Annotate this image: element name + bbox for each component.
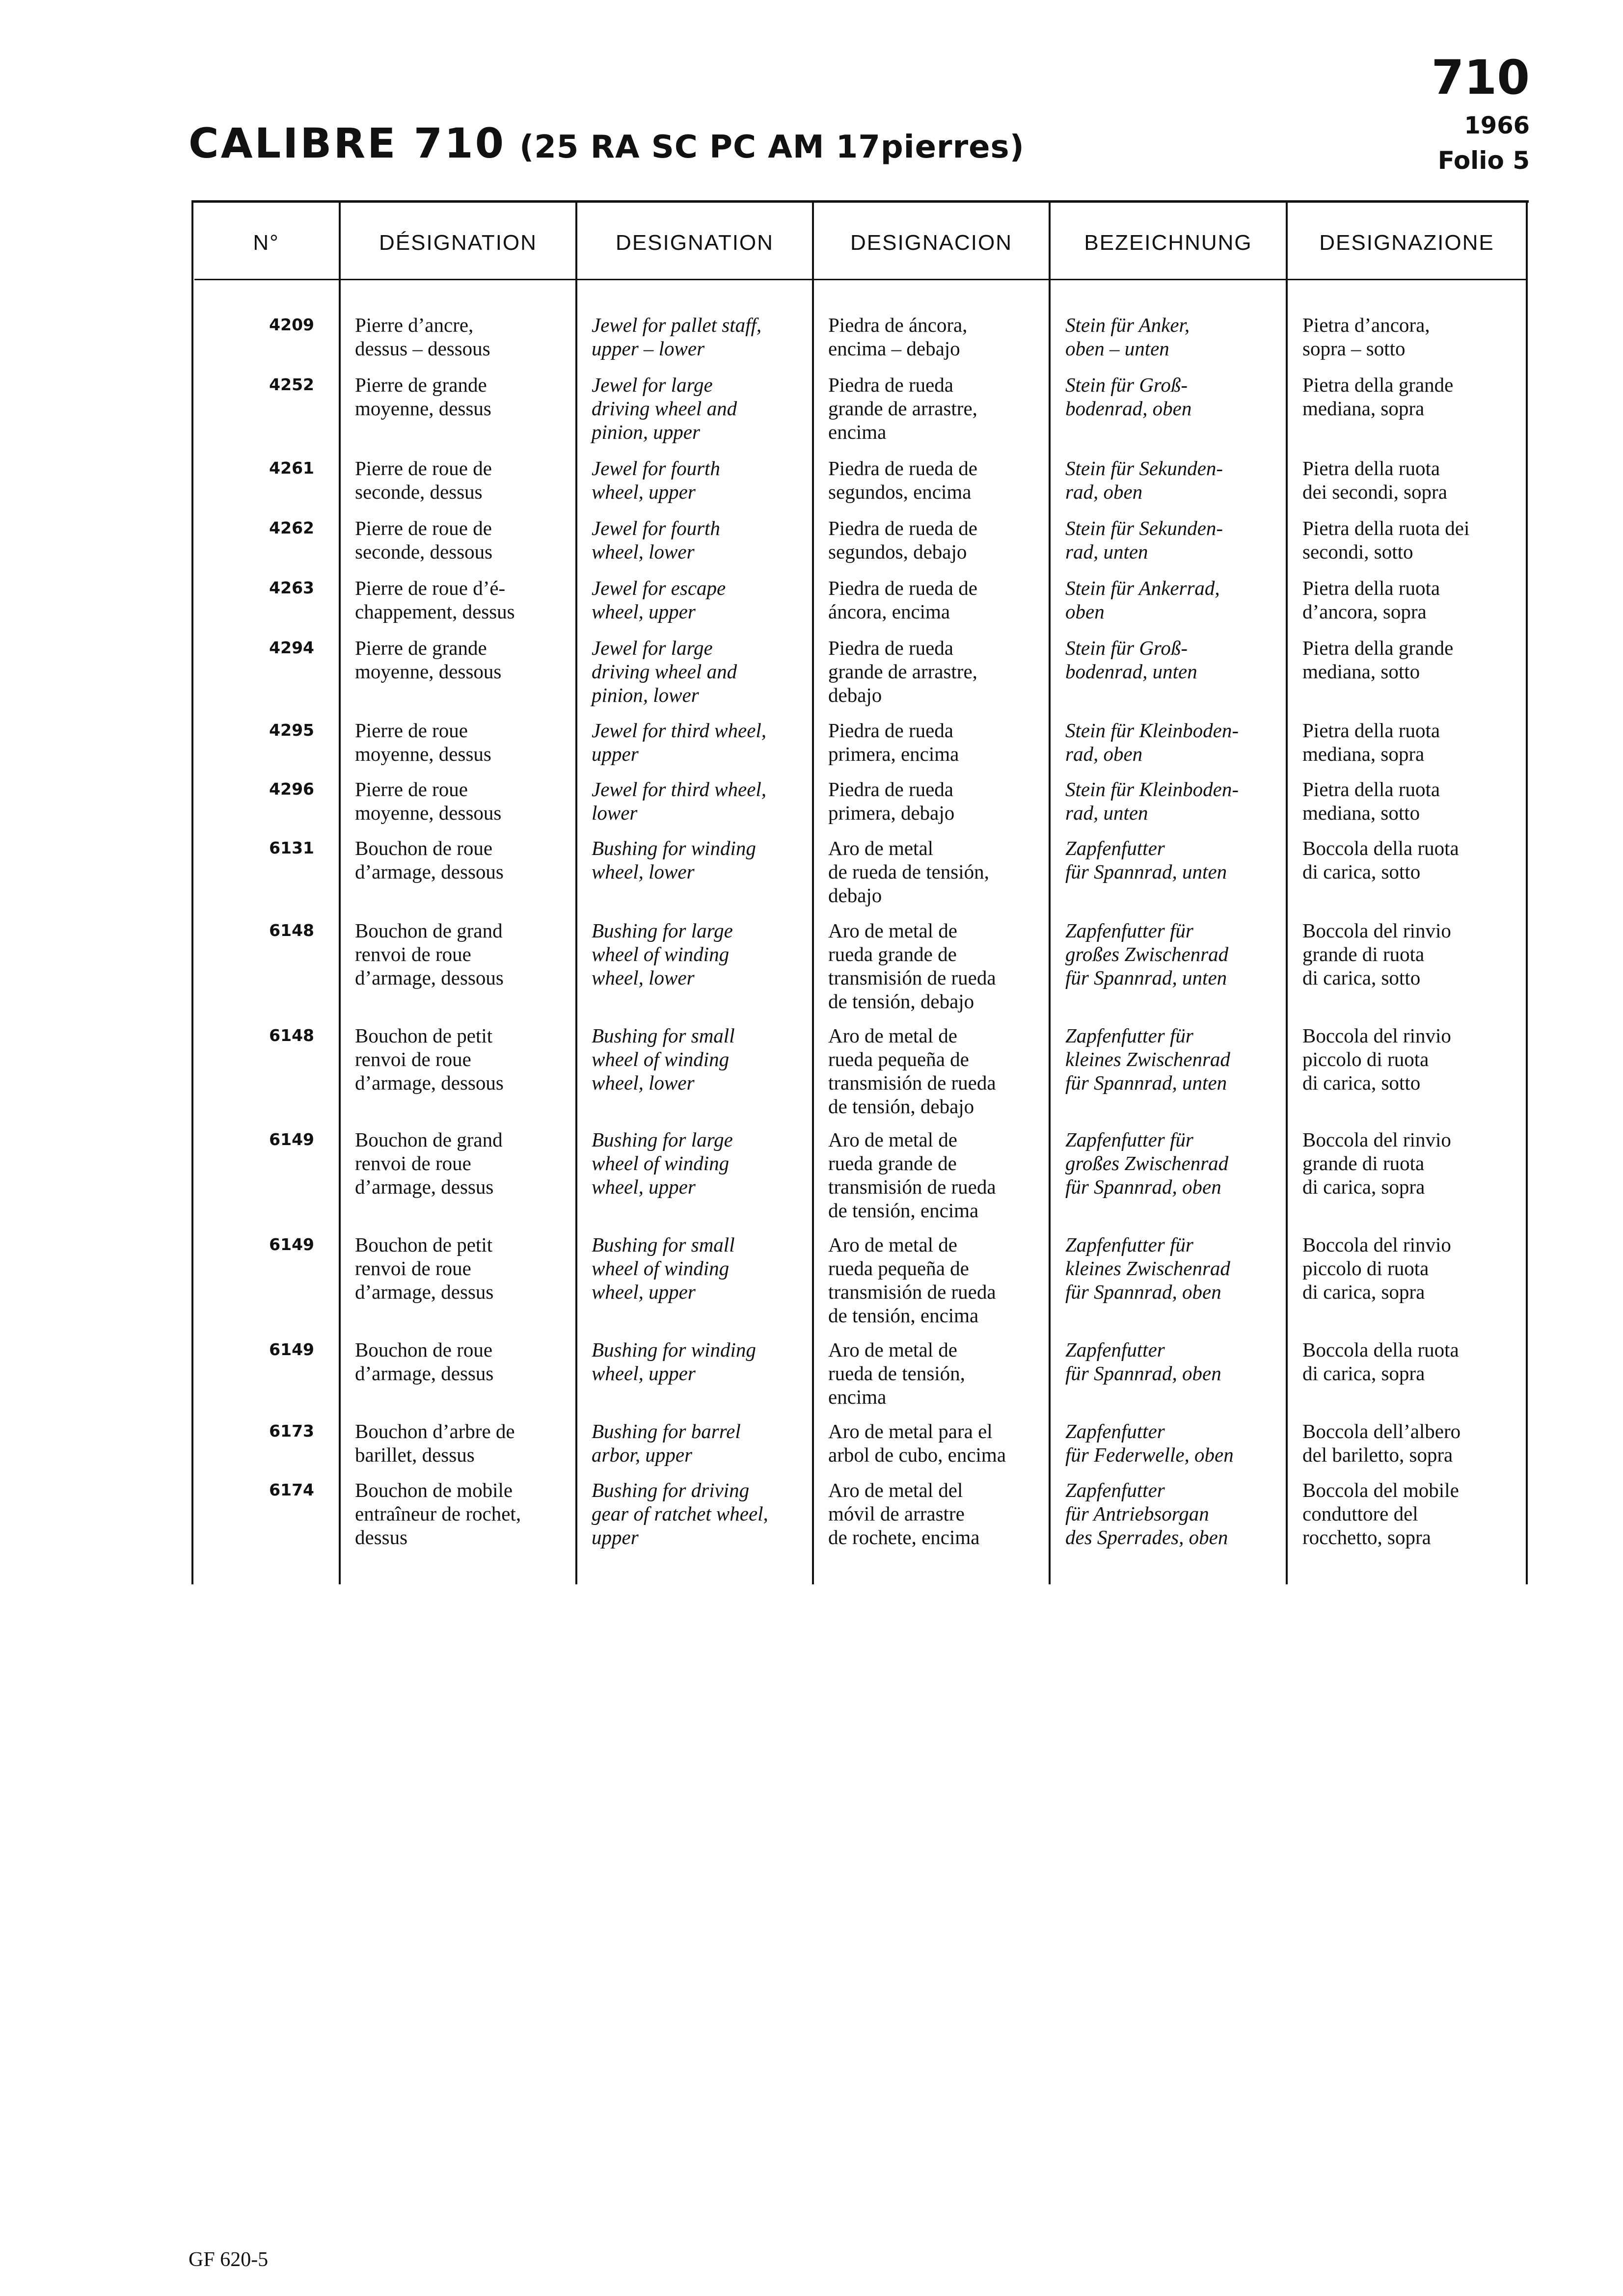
- part-number: 4252: [269, 375, 314, 394]
- part-number: 6131: [269, 838, 314, 857]
- designation-de: Stein für Sekunden- rad, oben: [1065, 457, 1223, 503]
- designation-en: Jewel for fourth wheel, lower: [592, 517, 720, 563]
- part-number: 4294: [269, 638, 314, 657]
- designation-es: Aro de metal del móvil de arrastre de rochete, encima: [828, 1479, 980, 1548]
- part-number: 4261: [269, 458, 314, 478]
- designation-de: Zapfenfutter für großes Zwischenrad für Spannrad, unten: [1065, 919, 1229, 989]
- title-subtitle: (25 RA SC PC AM 17pierres): [519, 129, 1025, 165]
- designation-fr: Bouchon de mobile entraîneur de rochet, dessus: [355, 1479, 521, 1548]
- designation-en: Bushing for winding wheel, lower: [592, 837, 756, 883]
- designation-it: Boccola del mobile conduttore del rocchetto, sopra: [1302, 1479, 1459, 1548]
- title-text: CALIBRE 710: [189, 119, 506, 167]
- designation-it: Pietra della ruota mediana, sotto: [1302, 778, 1440, 824]
- part-number: 6149: [269, 1235, 314, 1254]
- part-number: 6148: [269, 1026, 314, 1045]
- designation-es: Piedra de rueda grande de arrastre, encima: [828, 374, 977, 443]
- designation-de: Zapfenfutter für Spannrad, oben: [1065, 1338, 1221, 1385]
- designation-es: Piedra de rueda de áncora, encima: [828, 577, 977, 623]
- designation-en: Bushing for large wheel of winding wheel, upper: [592, 1128, 733, 1198]
- designation-it: Boccola dell’albero del bariletto, sopra: [1302, 1420, 1461, 1466]
- designation-es: Piedra de rueda de segundos, debajo: [828, 517, 977, 563]
- header-german: BEZEICHNUNG: [1084, 231, 1252, 255]
- designation-es: Piedra de rueda primera, debajo: [828, 778, 955, 824]
- part-number: 4209: [269, 315, 314, 334]
- designation-en: Jewel for third wheel, lower: [592, 778, 767, 824]
- designation-de: Stein für Groß- bodenrad, oben: [1065, 374, 1192, 420]
- designation-en: Bushing for barrel arbor, upper: [592, 1420, 741, 1466]
- footer-code: GF 620-5: [189, 2248, 269, 2271]
- page-meta: [1431, 50, 1530, 175]
- part-number: 4296: [269, 779, 314, 799]
- designation-fr: Pierre de roue de seconde, dessus: [355, 457, 492, 503]
- designation-es: Aro de metal de rueda grande de transmisión de rueda de tensión, encima: [828, 1128, 996, 1222]
- designation-es: Piedra de rueda de segundos, encima: [828, 457, 977, 503]
- part-number: 6174: [269, 1480, 314, 1499]
- folio: Folio 5: [1437, 146, 1530, 175]
- designation-fr: Bouchon de roue d’armage, dessous: [355, 837, 504, 883]
- designation-it: Pietra della ruota d’ancora, sopra: [1302, 577, 1440, 623]
- designation-it: Boccola del rinvio piccolo di ruota di carica, sotto: [1302, 1024, 1451, 1094]
- designation-fr: Bouchon de petit renvoi de roue d’armage, dessous: [355, 1024, 504, 1094]
- designation-de: Zapfenfutter für kleines Zwischenrad für Spannrad, oben: [1065, 1233, 1230, 1303]
- designation-fr: Pierre de roue d’é- chappement, dessus: [355, 577, 515, 623]
- designation-it: Boccola della ruota di carica, sopra: [1302, 1338, 1459, 1385]
- designation-de: Stein für Ankerrad, oben: [1065, 577, 1220, 623]
- designation-es: Piedra de rueda primera, encima: [828, 719, 959, 765]
- designation-es: Aro de metal para el arbol de cubo, encima: [828, 1420, 1006, 1466]
- header-italian: DESIGNAZIONE: [1319, 231, 1494, 255]
- part-number: 4295: [269, 721, 314, 740]
- header-english: DESIGNATION: [616, 231, 774, 255]
- designation-fr: Bouchon de grand renvoi de roue d’armage, dessus: [355, 1128, 503, 1198]
- designation-fr: Pierre de roue moyenne, dessous: [355, 778, 502, 824]
- designation-fr: Pierre de roue moyenne, dessus: [355, 719, 491, 765]
- designation-en: Bushing for large wheel of winding wheel, lower: [592, 919, 733, 989]
- header-spanish: DESIGNACION: [850, 231, 1013, 255]
- designation-de: Zapfenfutter für Antriebsorgan des Sperrades, oben: [1065, 1479, 1228, 1548]
- calibre-number: 710: [1431, 50, 1530, 105]
- designation-it: Pietra d’ancora, sopra – sotto: [1302, 314, 1430, 360]
- designation-en: Bushing for small wheel of winding wheel, lower: [592, 1024, 735, 1094]
- designation-it: Pietra della ruota mediana, sopra: [1302, 719, 1440, 765]
- designation-de: Zapfenfutter für großes Zwischenrad für Spannrad, oben: [1065, 1128, 1229, 1198]
- parts-table: [191, 200, 1529, 1584]
- part-number: 4262: [269, 518, 314, 537]
- designation-fr: Bouchon de petit renvoi de roue d’armage, dessus: [355, 1233, 494, 1303]
- header-number: N°: [253, 231, 279, 255]
- designation-de: Zapfenfutter für kleines Zwischenrad für Spannrad, unten: [1065, 1024, 1230, 1094]
- part-number: 6173: [269, 1421, 314, 1441]
- designation-en: Jewel for escape wheel, upper: [592, 577, 726, 623]
- designation-de: Zapfenfutter für Spannrad, unten: [1065, 837, 1227, 883]
- part-number: 6149: [269, 1340, 314, 1359]
- designation-it: Pietra della ruota dei secondi, sopra: [1302, 457, 1447, 503]
- designation-it: Pietra della ruota dei secondi, sotto: [1302, 517, 1470, 563]
- designation-it: Boccola del rinvio grande di ruota di carica, sotto: [1302, 919, 1451, 989]
- designation-de: Zapfenfutter für Federwelle, oben: [1065, 1420, 1234, 1466]
- designation-it: Pietra della grande mediana, sotto: [1302, 637, 1454, 683]
- header-french: DÉSIGNATION: [379, 231, 537, 255]
- page-title: [189, 119, 1025, 167]
- designation-es: Aro de metal de rueda de tensión, encima: [828, 1338, 965, 1408]
- designation-fr: Pierre de grande moyenne, dessous: [355, 637, 502, 683]
- designation-it: Boccola del rinvio grande di ruota di carica, sopra: [1302, 1128, 1451, 1198]
- designation-fr: Bouchon de grand renvoi de roue d’armage, dessous: [355, 919, 504, 989]
- column-divider: [339, 200, 341, 1584]
- designation-it: Boccola della ruota di carica, sotto: [1302, 837, 1459, 883]
- designation-de: Stein für Anker, oben – unten: [1065, 314, 1190, 360]
- designation-fr: Bouchon de roue d’armage, dessus: [355, 1338, 494, 1385]
- designation-de: Stein für Groß- bodenrad, unten: [1065, 637, 1197, 683]
- designation-en: Bushing for winding wheel, upper: [592, 1338, 756, 1385]
- table-header-rule: [194, 279, 1526, 280]
- designation-en: Jewel for large driving wheel and pinion, lower: [592, 637, 737, 706]
- designation-en: Jewel for large driving wheel and pinion, upper: [592, 374, 737, 443]
- designation-es: Aro de metal de rueda de tensión, debajo: [828, 837, 989, 907]
- designation-en: Bushing for driving gear of ratchet wheel, upper: [592, 1479, 768, 1548]
- designation-it: Pietra della grande mediana, sopra: [1302, 374, 1454, 420]
- designation-es: Aro de metal de rueda pequeña de transmisión de rueda de tensión, debajo: [828, 1024, 996, 1118]
- designation-fr: Pierre de grande moyenne, dessus: [355, 374, 491, 420]
- designation-fr: Pierre de roue de seconde, dessous: [355, 517, 493, 563]
- designation-it: Boccola del rinvio piccolo di ruota di carica, sopra: [1302, 1233, 1451, 1303]
- designation-en: Jewel for fourth wheel, upper: [592, 457, 720, 503]
- designation-fr: Pierre d’ancre, dessus – dessous: [355, 314, 490, 360]
- designation-es: Piedra de rueda grande de arrastre, debajo: [828, 637, 977, 706]
- designation-es: Aro de metal de rueda grande de transmisión de rueda de tensión, debajo: [828, 919, 996, 1013]
- year: 1966: [1464, 112, 1530, 139]
- designation-de: Stein für Sekunden- rad, unten: [1065, 517, 1223, 563]
- table-border-left: [191, 200, 193, 1584]
- designation-de: Stein für Kleinboden- rad, unten: [1065, 778, 1239, 824]
- designation-de: Stein für Kleinboden- rad, oben: [1065, 719, 1239, 765]
- table-border-right: [1526, 200, 1528, 1584]
- designation-es: Piedra de áncora, encima – debajo: [828, 314, 968, 360]
- table-top-rule: [191, 200, 1529, 203]
- designation-en: Jewel for third wheel, upper: [592, 719, 767, 765]
- designation-en: Bushing for small wheel of winding wheel, upper: [592, 1233, 735, 1303]
- designation-en: Jewel for pallet staff, upper – lower: [592, 314, 762, 360]
- designation-fr: Bouchon d’arbre de barillet, dessus: [355, 1420, 515, 1466]
- part-number: 6148: [269, 921, 314, 940]
- designation-es: Aro de metal de rueda pequeña de transmisión de rueda de tensión, encima: [828, 1233, 996, 1327]
- part-number: 6149: [269, 1130, 314, 1149]
- part-number: 4263: [269, 578, 314, 597]
